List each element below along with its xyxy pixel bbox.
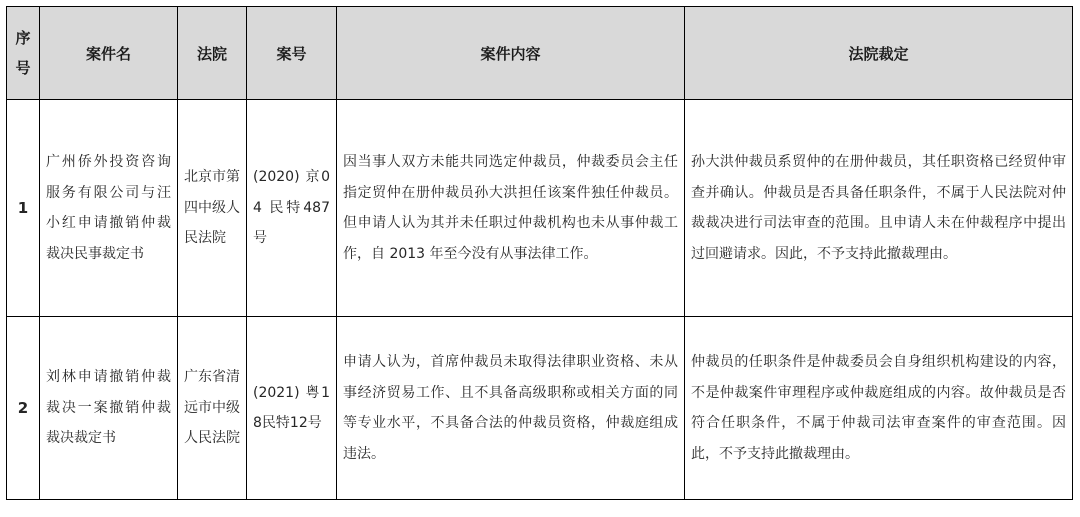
- row-seq: 2: [7, 317, 40, 500]
- table-row: [7, 317, 1073, 500]
- row-court: 北京市第四中级人民法院: [178, 100, 247, 317]
- row-case-content: 因当事人双方未能共同选定仲裁员，仲裁委员会主任指定贸仲在册仲裁员孙大洪担任该案件独任仲裁员。但申请人认为其并未任职过仲裁机构也未从事仲裁工作，自 2013 年至今没有从事法律工作。: [337, 100, 685, 317]
- header-case-content: 案件内容: [337, 7, 685, 100]
- header-case-number: 案号: [247, 7, 337, 100]
- header-court: 法院: [178, 7, 247, 100]
- row-case-number: (2020) 京04 民特487号: [247, 100, 337, 317]
- row-case-name: 广州侨外投资咨询服务有限公司与汪小红申请撤销仲裁裁决民事裁定书: [40, 100, 178, 317]
- case-table-container: [6, 6, 1073, 500]
- row-seq: 1: [7, 100, 40, 317]
- header-case-name: 案件名: [40, 7, 178, 100]
- row-case-name: 刘林申请撤销仲裁裁决一案撤销仲裁裁决裁定书: [40, 317, 178, 500]
- header-seq: 序号: [7, 7, 40, 100]
- header-court-ruling: 法院裁定: [685, 7, 1073, 100]
- table-header: [7, 7, 1073, 100]
- header-row: [7, 7, 1073, 100]
- case-table: [6, 6, 1073, 500]
- table-body: [7, 100, 1073, 500]
- row-court-ruling: 孙大洪仲裁员系贸仲的在册仲裁员，其任职资格已经贸仲审查并确认。仲裁员是否具备任职条件，不属于人民法院对仲裁裁决进行司法审查的范围。且申请人未在仲裁程序中提出过回避请求。因此，不予支持此撤裁理由。: [685, 100, 1073, 317]
- table-row: [7, 100, 1073, 317]
- row-case-number: (2021) 粤18民特12号: [247, 317, 337, 500]
- row-court-ruling: 仲裁员的任职条件是仲裁委员会自身组织机构建设的内容，不是仲裁案件审理程序或仲裁庭组成的内容。故仲裁员是否符合任职条件，不属于仲裁司法审查案件的审查范围。因此，不予支持此撤裁理由。: [685, 317, 1073, 500]
- row-court: 广东省清远市中级人民法院: [178, 317, 247, 500]
- row-case-content: 申请人认为，首席仲裁员未取得法律职业资格、未从事经济贸易工作、且不具备高级职称或相关方面的同等专业水平，不具备合法的仲裁员资格，仲裁庭组成违法。: [337, 317, 685, 500]
